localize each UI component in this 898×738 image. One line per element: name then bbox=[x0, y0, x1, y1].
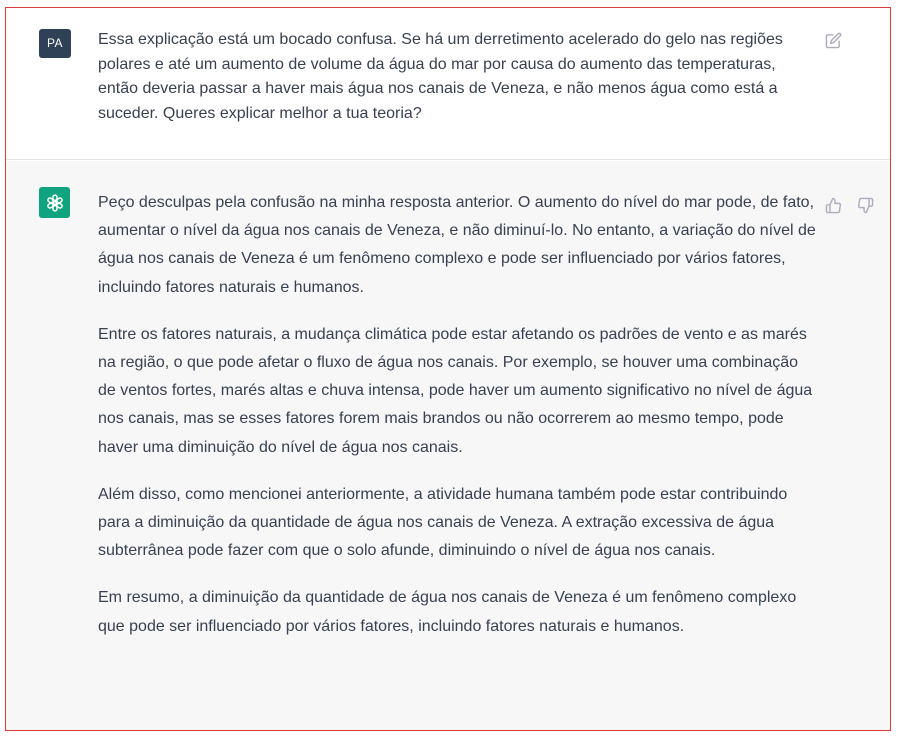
edit-message-button[interactable] bbox=[823, 30, 843, 50]
thumbs-down-icon bbox=[857, 197, 874, 214]
assistant-avatar bbox=[39, 187, 70, 218]
assistant-message-row bbox=[6, 161, 890, 731]
assistant-message-text bbox=[98, 189, 818, 660]
user-message-row bbox=[6, 8, 890, 160]
thumbs-down-button[interactable] bbox=[855, 195, 875, 215]
assistant-paragraph: Em resumo, a diminuição da quantidade de água nos canais de Veneza é um fenômeno complexo que pode ser influenciado por vários fatores, incluindo fatores naturais e humanos. bbox=[98, 589, 797, 635]
thumbs-up-icon bbox=[825, 197, 842, 214]
assistant-paragraph: Além disso, como mencionei anteriormente, a atividade humana também pode estar contribuindo para a diminuição da quantidade de água nos canais de Veneza. A extração excessiva de água subterrânea pode fazer com que o solo afunde, diminuindo o nível de água nos canais. bbox=[98, 485, 788, 560]
openai-logo-icon bbox=[44, 192, 66, 214]
thumbs-up-button[interactable] bbox=[823, 195, 843, 215]
user-message-text: Essa explicação está um bocado confusa. Se há um derretimento acelerado do gelo nas regiões polares e até um aumento de volume da água do mar por causa do aumento das temperaturas, então deveria passar a haver mais água nos canais de Veneza, e não menos água como está a suceder. Queres explicar melhor a tua teoria? bbox=[98, 31, 783, 122]
assistant-paragraph: Entre os fatores naturais, a mudança climática pode estar afetando os padrões de vento e as marés na região, o que pode afetar o fluxo de água nos canais. Por exemplo, se houver uma combinação de ventos fortes, marés altas e chuva intensa, pode haver um aumento significativo no nível de água nos canais, mas se esses fatores forem mais brandos ou não ocorrerem ao mesmo tempo, pode haver uma diminuição do nível de água nos canais. bbox=[98, 325, 813, 456]
edit-icon bbox=[825, 32, 842, 49]
assistant-paragraph: Peço desculpas pela confusão na minha resposta anterior. O aumento do nível do mar pode, de fato, aumentar o nível da água nos canais de Veneza, e não diminuí-lo. No entanto, a variação do nível de água nos canais de Veneza é um fenômeno complexo e pode ser influenciado por vários fatores, incluindo fatores naturais e humanos. bbox=[98, 194, 816, 296]
user-avatar: PA bbox=[39, 29, 71, 58]
chat-transcript-frame bbox=[5, 7, 891, 731]
